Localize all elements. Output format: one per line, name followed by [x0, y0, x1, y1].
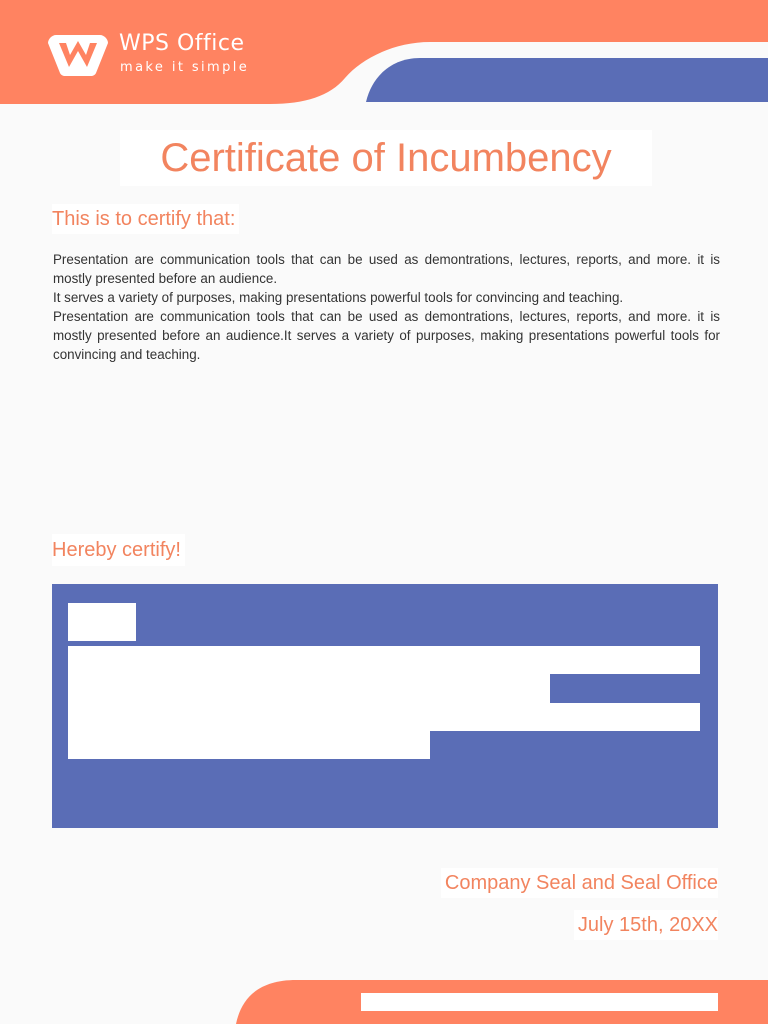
placeholder-block: [68, 731, 430, 759]
wps-logo-icon: [46, 33, 110, 77]
body-paragraph: Presentation are communication tools that can be used as demontrations, lectures, reports, and more. it is mostly presented before an audience.: [53, 252, 720, 286]
hereby-certify: Hereby certify!: [52, 534, 185, 566]
placeholder-block: [68, 703, 700, 731]
placeholder-block: [68, 603, 136, 641]
header-blue-shape: [366, 58, 768, 102]
certification-details-box: [52, 584, 718, 828]
body-paragraph: Presentation are communication tools that can be used as demontrations, lectures, reports, and more. it is mostly presented before an audience.It serves a variety of purposes, making presentations powerful tools for convincing and teaching.: [53, 309, 720, 362]
body-paragraph: It serves a variety of purposes, making presentations powerful tools for convincing and teaching.: [53, 290, 624, 305]
brand-tagline: make it simple: [120, 60, 250, 75]
header-decoration: [0, 0, 768, 110]
body-text: [53, 250, 720, 364]
placeholder-block: [68, 646, 700, 674]
footer-placeholder-bar: [361, 993, 718, 1011]
brand-name: WPS Office: [119, 31, 245, 56]
certificate-date: July 15th, 20XX: [574, 910, 718, 940]
page-title: Certificate of Incumbency: [120, 130, 652, 186]
certify-intro: This is to certify that:: [52, 204, 239, 234]
placeholder-block: [68, 674, 550, 703]
company-seal-label: Company Seal and Seal Office: [441, 868, 718, 898]
